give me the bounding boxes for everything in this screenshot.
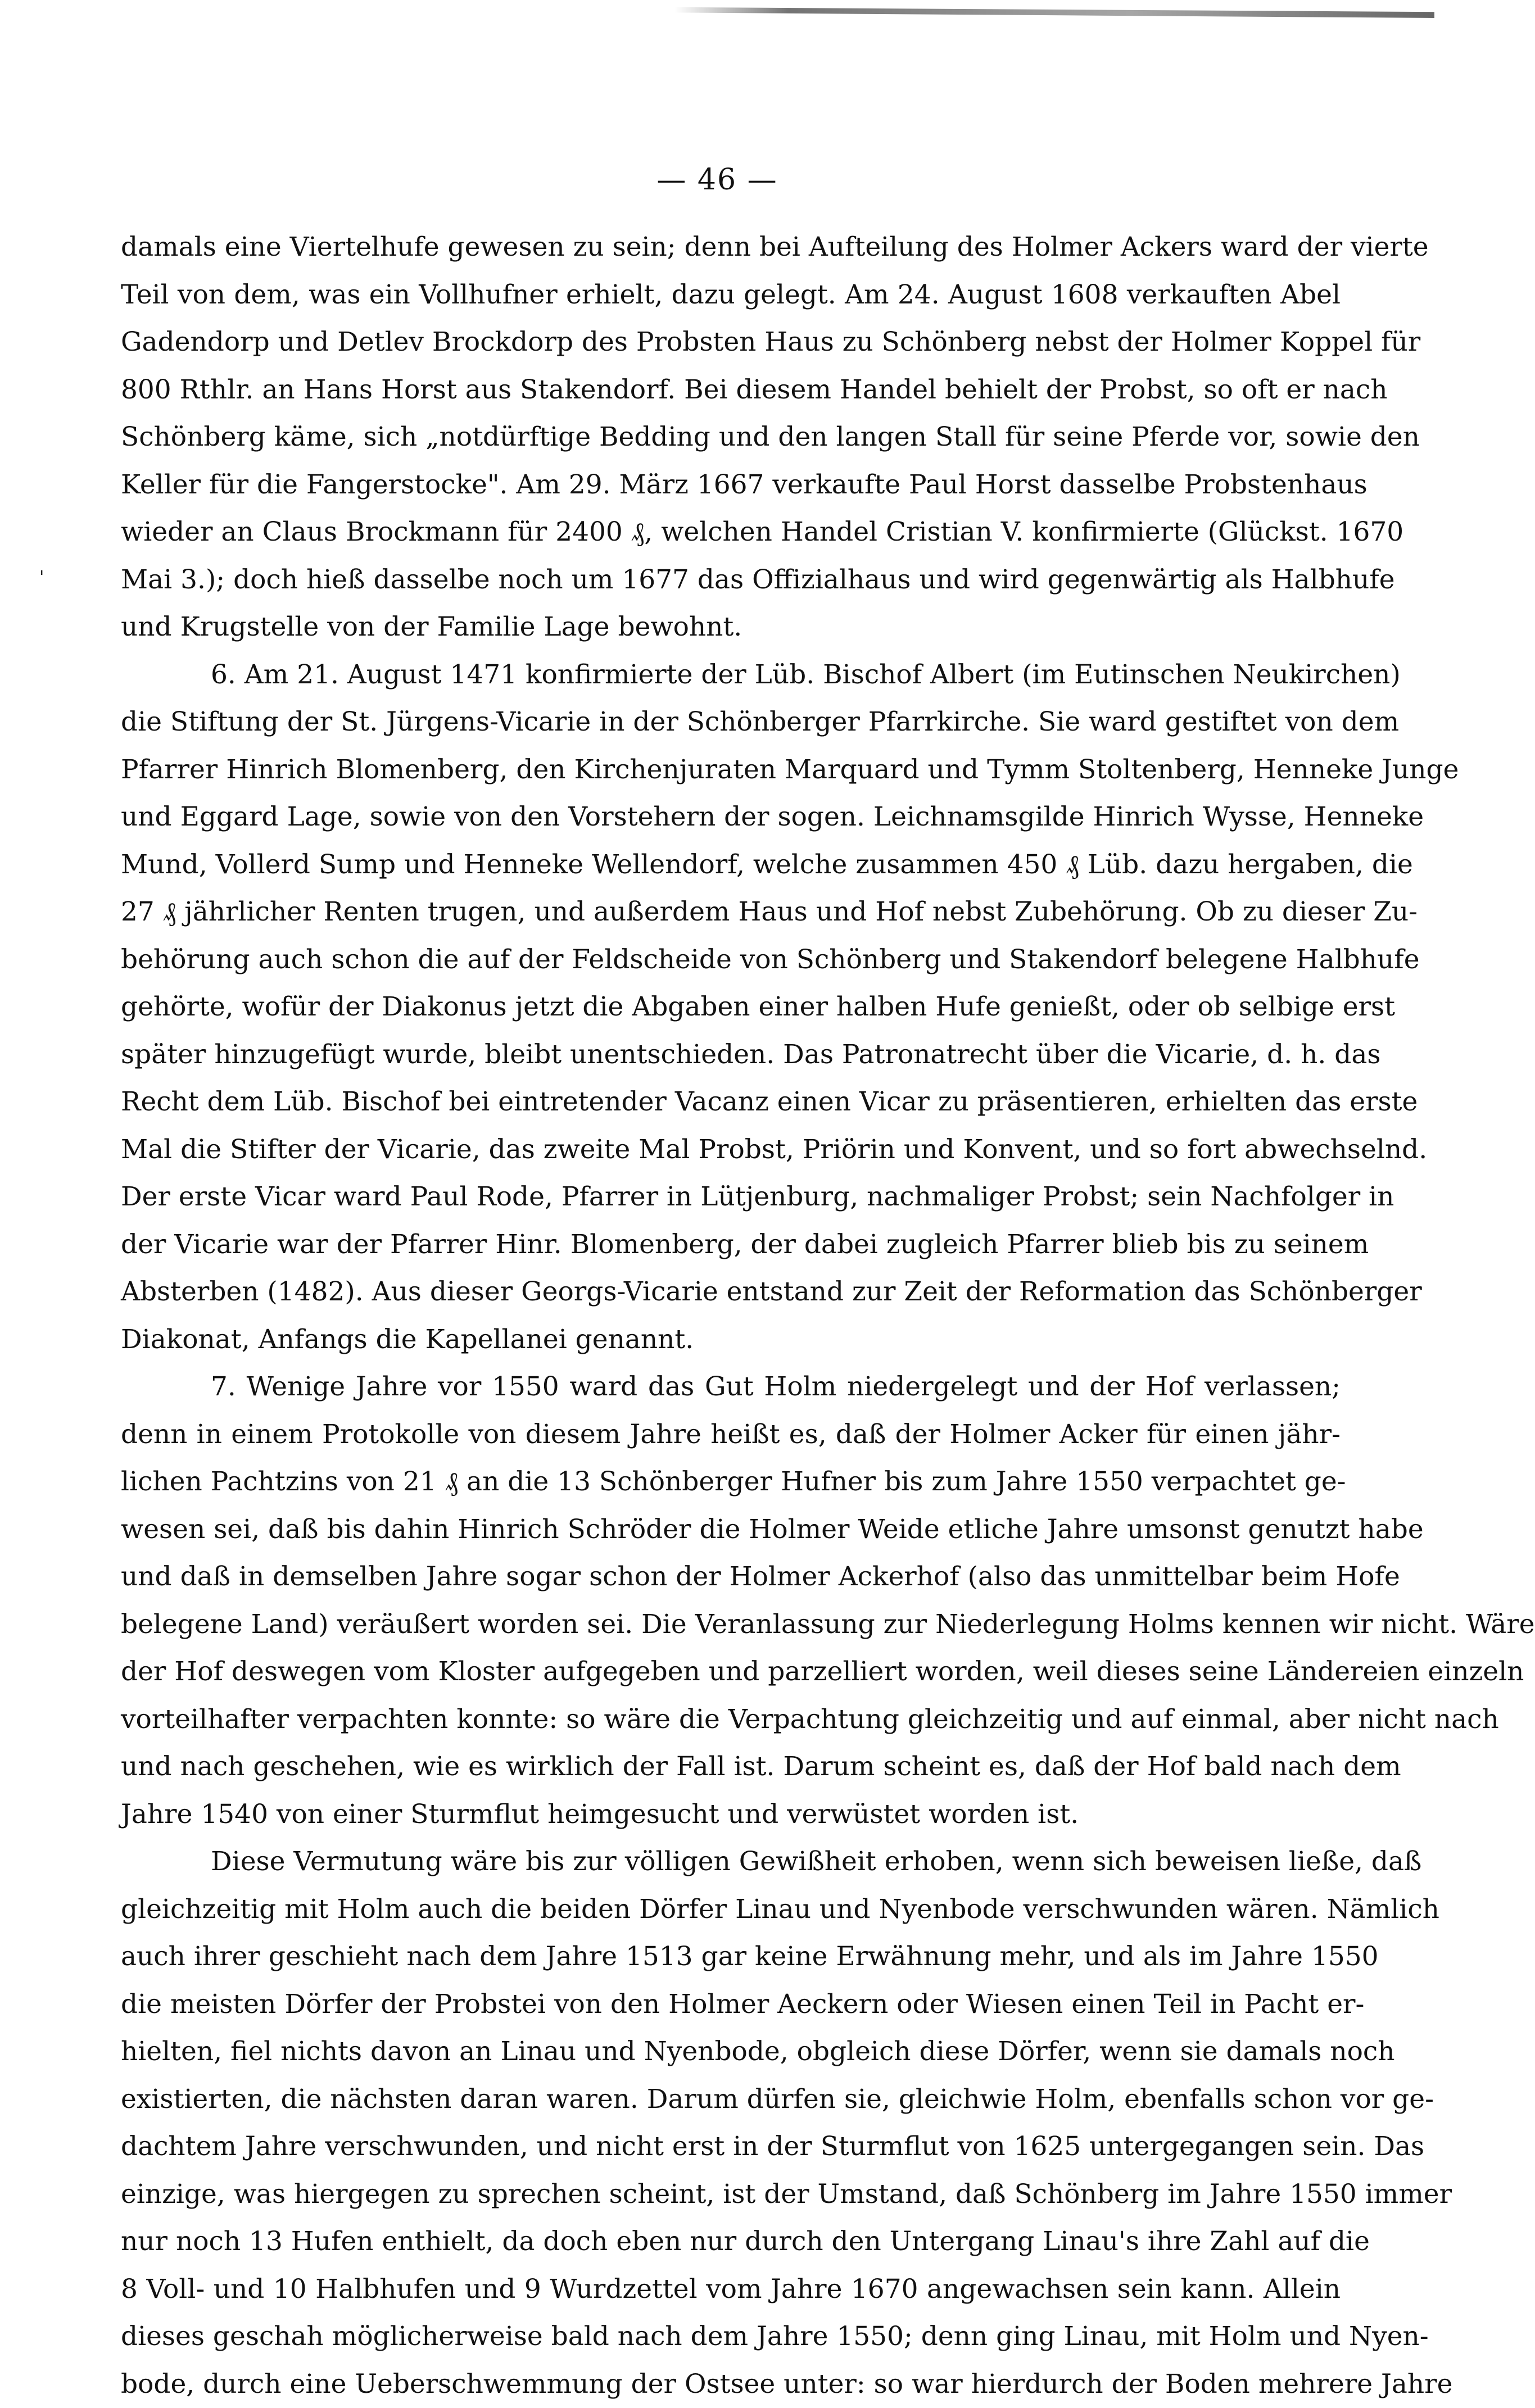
text-line: einzige, was hiergegen zu sprechen scheint, ist der Umstand, daß Schönberg im Jahre 1550 immer [121,2171,1341,2219]
text-line: Diakonat, Anfangs die Kapellanei genannt. [121,1316,1341,1364]
text-line: später hinzugefügt wurde, bleibt unentschieden. Das Patronatrecht über die Vicarie, d. h. das [121,1031,1341,1079]
text-line: gleichzeitig mit Holm auch die beiden Dörfer Linau und Nyenbode verschwunden wären. Nämlich [121,1886,1341,1934]
text-line: Pfarrer Hinrich Blomenberg, den Kirchenjuraten Marquard und Tymm Stoltenberg, Henneke Junge [121,746,1341,794]
text-line: damals eine Viertelhufe gewesen zu sein; denn bei Aufteilung des Holmer Ackers ward der vierte [121,224,1341,271]
page-number: — 46 — [0,163,1434,197]
text-line: Jahre 1540 von einer Sturmflut heimgesucht und verwüstet worden ist. [121,1791,1341,1839]
text-line: dieses geschah möglicherweise bald nach dem Jahre 1550; denn ging Linau, mit Holm und Nyen- [121,2313,1341,2361]
scan-edge-artifact [674,4,1434,18]
text-line: Absterben (1482). Aus dieser Georgs-Vicarie entstand zur Zeit der Reformation das Schönberger [121,1268,1341,1316]
text-line: Schönberg käme, sich „notdürftige Bedding und den langen Stall für seine Pferde vor, sowie den [121,414,1341,461]
text-line: auch ihrer geschieht nach dem Jahre 1513 gar keine Erwähnung mehr, und als im Jahre 1550 [121,1933,1341,1981]
body-text [121,224,1341,2408]
text-line: hielten, fiel nichts davon an Linau und Nyenbode, obgleich diese Dörfer, wenn sie damals noch [121,2028,1341,2076]
text-line: der Hof deswegen vom Kloster aufgegeben und parzelliert worden, weil dieses seine Ländereien einzeln [121,1648,1341,1696]
text-line: Mund, Vollerd Sump und Henneke Wellendorf, welche zusammen 450 ₰ Lüb. dazu hergaben, die [121,841,1341,889]
text-line: der Vicarie war der Pfarrer Hinr. Blomenberg, der dabei zugleich Pfarrer blieb bis zu seinem [121,1221,1341,1269]
text-line: Der erste Vicar ward Paul Rode, Pfarrer in Lütjenburg, nachmaliger Probst; sein Nachfolger in [121,1173,1341,1221]
text-line: Teil von dem, was ein Vollhufner erhielt, dazu gelegt. Am 24. August 1608 verkauften Abel [121,271,1341,319]
text-line: Mal die Stifter der Vicarie, das zweite Mal Probst, Priörin und Konvent, und so fort abwechselnd. [121,1126,1341,1174]
text-line: und daß in demselben Jahre sogar schon der Holmer Ackerhof (also das unmittelbar beim Hofe [121,1553,1341,1601]
text-line: Gadendorp und Detlev Brockdorp des Probsten Haus zu Schönberg nebst der Holmer Koppel für [121,319,1341,366]
text-line: gehörte, wofür der Diakonus jetzt die Abgaben einer halben Hufe genießt, oder ob selbige erst [121,983,1341,1031]
text-line: dachtem Jahre verschwunden, und nicht erst in der Sturmflut von 1625 untergegangen sein. Das [121,2123,1341,2171]
text-line: wieder an Claus Brockmann für 2400 ₰, welchen Handel Cristian V. konfirmierte (Glückst. 1670 [121,509,1341,556]
text-line: wesen sei, daß bis dahin Hinrich Schröder die Holmer Weide etliche Jahre umsonst genutzt habe [121,1506,1341,1554]
text-line: Keller für die Fangerstocke". Am 29. März 1667 verkaufte Paul Horst dasselbe Probstenhaus [121,461,1341,509]
text-line: vorteilhafter verpachten konnte: so wäre die Verpachtung gleichzeitig und auf einmal, aber nicht nach [121,1696,1341,1744]
text-line: und nach geschehen, wie es wirklich der Fall ist. Darum scheint es, daß der Hof bald nach dem [121,1743,1341,1791]
text-line: 6. Am 21. August 1471 konfirmierte der Lüb. Bischof Albert (im Eutinschen Neukirchen) [121,651,1341,699]
text-line: belegene Land) veräußert worden sei. Die Veranlassung zur Niederlegung Holms kennen wir nicht. Wäre [121,1601,1341,1649]
text-line: die meisten Dörfer der Probstei von den Holmer Aeckern oder Wiesen einen Teil in Pacht er- [121,1981,1341,2029]
margin-mark: ' [39,568,44,587]
text-line: lichen Pachtzins von 21 ₰ an die 13 Schönberger Hufner bis zum Jahre 1550 verpachtet ge- [121,1458,1341,1506]
text-line: 7. Wenige Jahre vor 1550 ward das Gut Holm niedergelegt und der Hof verlassen; [121,1363,1341,1411]
text-line: existierten, die nächsten daran waren. Darum dürfen sie, gleichwie Holm, ebenfalls schon vor ge- [121,2076,1341,2124]
text-line: Mai 3.); doch hieß dasselbe noch um 1677 das Offizialhaus und wird gegenwärtig als Halbhufe [121,556,1341,604]
text-line: Diese Vermutung wäre bis zur völligen Gewißheit erhoben, wenn sich beweisen ließe, daß [121,1838,1341,1886]
text-line: und Eggard Lage, sowie von den Vorstehern der sogen. Leichnamsgilde Hinrich Wysse, Henneke [121,793,1341,841]
text-line: 800 Rthlr. an Hans Horst aus Stakendorf. Bei diesem Handel behielt der Probst, so oft er nach [121,366,1341,414]
text-line: und Krugstelle von der Familie Lage bewohnt. [121,604,1341,651]
text-line: die Stiftung der St. Jürgens-Vicarie in der Schönberger Pfarrkirche. Sie ward gestiftet von dem [121,699,1341,746]
text-line: 27 ₰ jährlicher Renten trugen, und außerdem Haus und Hof nebst Zubehörung. Ob zu dieser Zu- [121,888,1341,936]
text-line: denn in einem Protokolle von diesem Jahre heißt es, daß der Holmer Acker für einen jähr- [121,1411,1341,1459]
paragraph [121,1838,1341,2408]
text-line: bode, durch eine Ueberschwemmung der Ostsee unter: so war hierdurch der Boden mehrere Jahre [121,2361,1341,2408]
paragraph [121,224,1341,651]
text-line: nur noch 13 Hufen enthielt, da doch eben nur durch den Untergang Linau's ihre Zahl auf die [121,2218,1341,2266]
paragraph [121,1363,1341,1838]
text-line: behörung auch schon die auf der Feldscheide von Schönberg und Stakendorf belegene Halbhufe [121,936,1341,984]
paragraph [121,651,1341,1364]
text-line: Recht dem Lüb. Bischof bei eintretender Vacanz einen Vicar zu präsentieren, erhielten das erste [121,1078,1341,1126]
text-line: 8 Voll- und 10 Halbhufen und 9 Wurdzettel vom Jahre 1670 angewachsen sein kann. Allein [121,2266,1341,2314]
